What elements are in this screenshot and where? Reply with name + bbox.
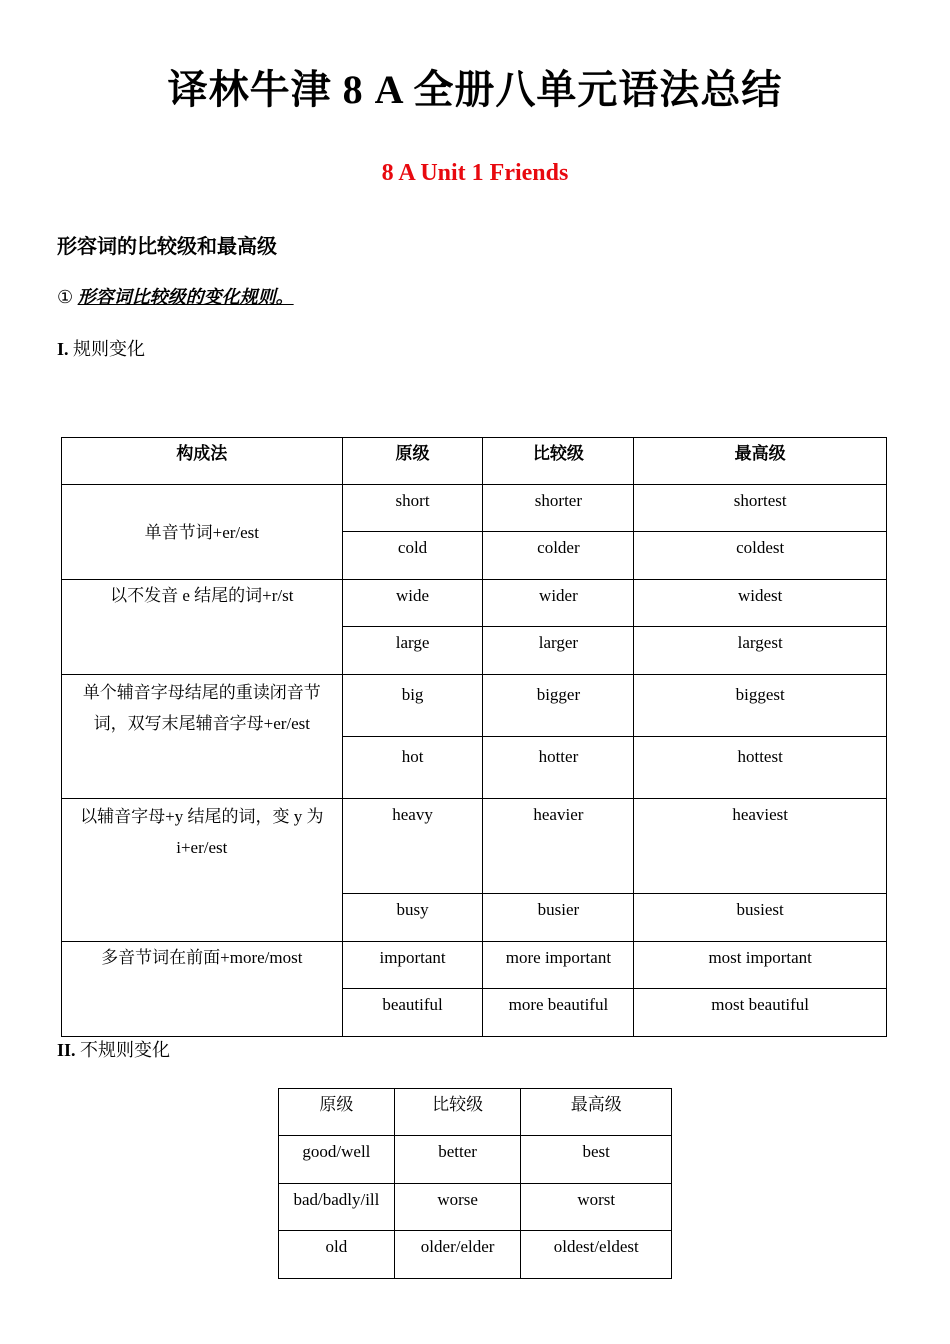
rule-cell: 多音节词在前面+more/most	[62, 942, 343, 1037]
header-cell: 比较级	[483, 438, 634, 485]
table-cell: oldest/eldest	[521, 1231, 672, 1279]
irregular-comparison-table	[278, 1088, 672, 1279]
table-row	[62, 485, 887, 532]
document-title: 译林牛津 8 A 全册八单元语法总结	[167, 67, 783, 112]
table-cell: more beautiful	[483, 989, 634, 1037]
table-cell: heaviest	[634, 799, 887, 894]
rule-cell: 单个辅音字母结尾的重读闭音节词，双写末尾辅音字母+er/est	[62, 675, 343, 799]
rule-cell: 以不发音 e 结尾的词+r/st	[62, 580, 343, 675]
header-cell: 原级	[342, 438, 483, 485]
table-cell: bad/badly/ill	[279, 1184, 395, 1231]
rule-heading	[57, 283, 294, 309]
table-cell: shorter	[483, 485, 634, 532]
part2-label: 不规则变化	[80, 1040, 171, 1060]
table-row	[62, 675, 887, 737]
rule-cell: 以辅音字母+y 结尾的词，变 y 为 i+er/est	[62, 799, 343, 942]
rule-cell: 单音节词+er/est	[62, 485, 343, 580]
table-row	[62, 799, 887, 894]
table-cell: shortest	[634, 485, 887, 532]
section-heading: 形容词的比较级和最高级	[57, 236, 277, 258]
part1-label: 规则变化	[73, 339, 146, 359]
table-cell: worse	[394, 1184, 521, 1231]
header-cell: 比较级	[394, 1089, 521, 1136]
table-row	[62, 942, 887, 989]
table-header-row	[279, 1089, 672, 1136]
table-cell: hotter	[483, 737, 634, 799]
table-cell: most important	[634, 942, 887, 989]
table-cell: big	[342, 675, 483, 737]
header-cell: 原级	[279, 1089, 395, 1136]
unit-heading: 8 A Unit 1 Friends	[381, 160, 569, 186]
table-cell: wider	[483, 580, 634, 627]
rule-number: ①	[57, 287, 74, 307]
table-cell: hottest	[634, 737, 887, 799]
part2-roman: II.	[57, 1040, 76, 1060]
table-cell: busy	[342, 894, 483, 942]
regular-comparison-table	[61, 437, 887, 1037]
table-row	[62, 580, 887, 627]
table-cell: old	[279, 1231, 395, 1279]
part1-roman: I.	[57, 339, 69, 359]
table-cell: most beautiful	[634, 989, 887, 1037]
header-cell: 最高级	[634, 438, 887, 485]
table-cell: best	[521, 1136, 672, 1184]
table-cell: more important	[483, 942, 634, 989]
header-cell: 构成法	[62, 438, 343, 485]
table-cell: busier	[483, 894, 634, 942]
table-cell: worst	[521, 1184, 672, 1231]
table-cell: hot	[342, 737, 483, 799]
table-cell: beautiful	[342, 989, 483, 1037]
table-cell: largest	[634, 627, 887, 675]
table-cell: widest	[634, 580, 887, 627]
table-cell: important	[342, 942, 483, 989]
table-cell: bigger	[483, 675, 634, 737]
table-cell: heavier	[483, 799, 634, 894]
table-cell: older/elder	[394, 1231, 521, 1279]
table-cell: better	[394, 1136, 521, 1184]
header-cell: 最高级	[521, 1089, 672, 1136]
table-cell: coldest	[634, 532, 887, 580]
table-header-row	[62, 438, 887, 485]
table-cell: busiest	[634, 894, 887, 942]
table-cell: large	[342, 627, 483, 675]
table-cell: wide	[342, 580, 483, 627]
table-cell: biggest	[634, 675, 887, 737]
table-cell: heavy	[342, 799, 483, 894]
rule-text: 形容词比较级的变化规则。	[77, 287, 294, 307]
table-cell: short	[342, 485, 483, 532]
table-row	[279, 1231, 672, 1279]
table-row	[279, 1136, 672, 1184]
table-cell: cold	[342, 532, 483, 580]
part2-heading	[57, 1036, 170, 1062]
table-row	[279, 1184, 672, 1231]
part1-heading	[57, 335, 145, 361]
table-cell: good/well	[279, 1136, 395, 1184]
table-cell: colder	[483, 532, 634, 580]
table-cell: larger	[483, 627, 634, 675]
